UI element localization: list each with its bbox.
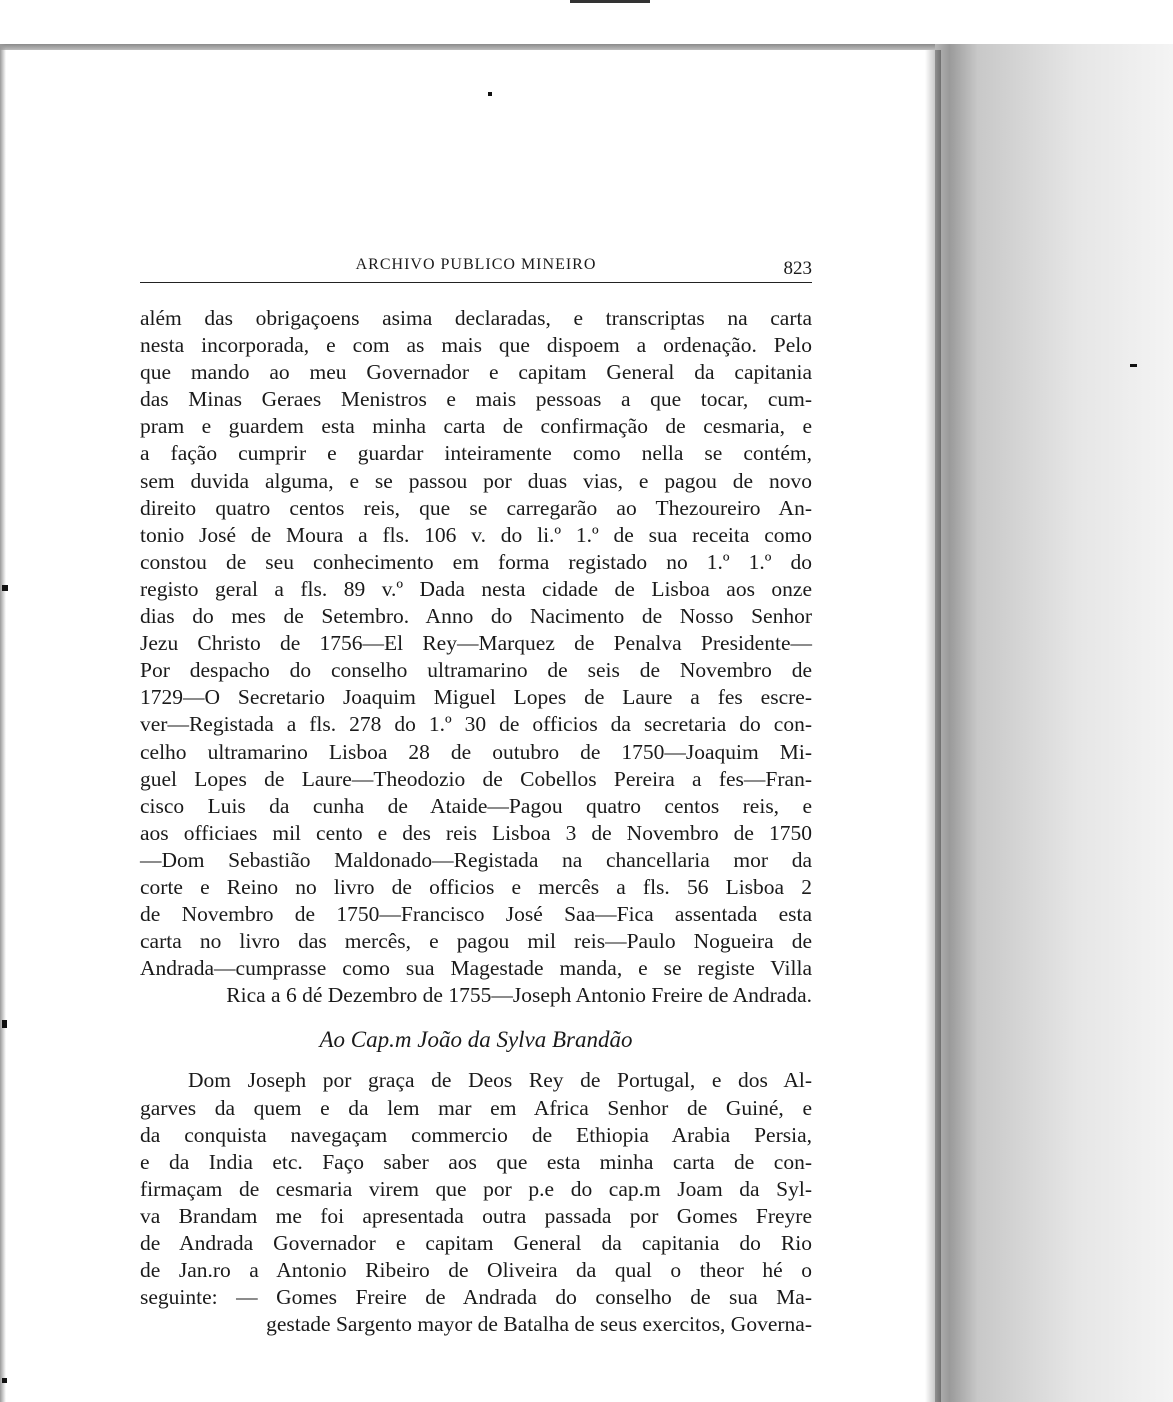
text-line: a fação cumprir e guardar inteiramente como nella se contém, [140,441,812,466]
text-line: pram e guardem esta minha carta de confirmação de cesmaria, e [140,414,812,439]
text-line: de Andrada Governador e capitam General da capitania do Rio [140,1231,812,1255]
text-line: —Dom Sebastião Maldonado—Registada na chancellaria mor da [140,847,812,872]
text-line: das Minas Geraes Menistros e mais pessoas a que tocar, cum- [140,387,812,412]
text-line: guel Lopes de Laure—Theodozio de Cobellos Pereira a fes—Fran- [140,766,812,791]
text-line: cisco Luis da cunha de Ataide—Pagou quatro centos reis, e [140,793,812,818]
text-line: da conquista navegaçam commercio de Ethiopia Arabia Persia, [140,1122,812,1147]
running-head [140,248,812,283]
margin-mark [1130,364,1137,367]
text-line: constou de seu conhecimento em forma registado no 1.º 1.º do [140,549,812,574]
text-line: va Brandam me foi apresentada outra passada por Gomes Freyre [140,1203,812,1228]
running-title: ARCHIVO PUBLICO MINEIRO [355,256,597,273]
text-line: celho ultramarino Lisboa 28 de outubro de 1750—Joaquim Mi- [140,739,812,764]
text-line: de Novembro de 1750—Francisco José Saa—Fica assentada esta [140,902,812,927]
text-line: registo geral a fls. 89 v.º Dada nesta cidade de Lisboa aos onze [140,576,812,601]
text-line: garves da quem e da lem mar em Africa Senhor de Guiné, e [140,1095,812,1120]
scan-right-shadow [925,50,941,1402]
book-page [140,248,812,1338]
text-line: seguinte: — Gomes Freire de Andrada do conselho de sua Ma- [140,1285,812,1310]
text-line: 1729—O Secretario Joaquim Miguel Lopes de Laure a fes escre- [140,685,812,710]
text-line: ver—Registada a fls. 278 do 1.º 30 de officios da secretaria do con- [140,712,812,737]
scan-right-edge [935,44,1173,1402]
text-line: aos officiaes mil cento e des reis Lisboa 3 de Novembro de 1750 [140,820,812,845]
text-line: Rica a 6 dé Dezembro de 1755—Joseph Antonio Freire de Andrada. [226,983,812,1008]
text-line: nesta incorporada, e com as mais que dispoem a ordenação. Pelo [140,333,812,358]
text-line: tonio José de Moura a fls. 106 v. do li.º 1.º de sua receita como [140,522,812,547]
text-line: dias do mes de Setembro. Anno do Nacimento de Nosso Senhor [140,604,812,629]
text-line: Jezu Christo de 1756—El Rey—Marquez de Penalva Presidente— [140,631,812,656]
text-line: Dom Joseph por graça de Deos Rey de Portugal, e dos Al- [188,1068,812,1093]
page-number: 823 [783,258,812,279]
text-line: Por despacho do conselho ultramarino de seis de Novembro de [140,658,812,683]
text-line: de Jan.ro a Antonio Ribeiro de Oliveira da qual o theor hé o [140,1258,812,1283]
paragraph-confirmation-letter [140,305,812,1009]
text-line: Andrada—cumprasse como sua Magestade manda, e se registe Villa [140,956,812,981]
scan-top-edge [0,44,935,50]
margin-mark [2,585,8,591]
text-line: direito quatro centos reis, que se carregarão ao Thezoureiro An- [140,495,812,520]
text-line: corte e Reino no livro de officios e mercês a fls. 56 Lisboa 2 [140,874,812,899]
text-line: que mando ao meu Governador e capitam General da capitania [140,360,812,385]
margin-mark [2,1378,7,1383]
paragraph-royal-letter [140,1067,812,1338]
margin-mark [2,1020,7,1028]
margin-mark [488,92,492,96]
text-line: firmaçam de cesmaria virem que por p.e do cap.m Joam da Syl- [140,1176,812,1201]
section-heading: Ao Cap.m João da Sylva Brandão [319,1027,633,1053]
text-line: e da India etc. Faço saber aos que esta minha carta de con- [140,1149,812,1174]
text-line: carta no livro das mercês, e pagou mil reis—Paulo Nogueira de [140,929,812,954]
scan-top-mark [570,0,650,3]
text-line: além das obrigaçoens asima declaradas, e transcriptas na carta [140,306,812,330]
text-line: gestade Sargento mayor de Batalha de seus exercitos, Governa- [266,1312,812,1337]
scan-left-edge [0,44,6,1402]
text-line: sem duvida alguma, e se passou por duas vias, e pagou de novo [140,468,812,493]
